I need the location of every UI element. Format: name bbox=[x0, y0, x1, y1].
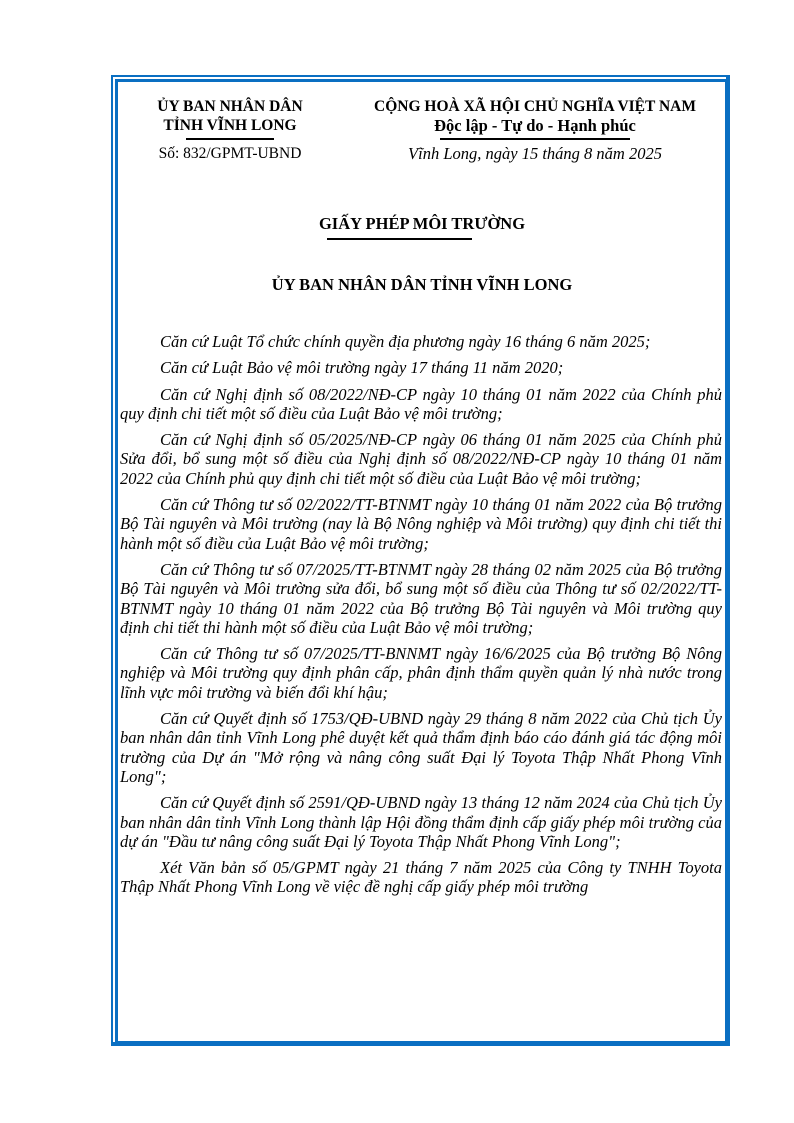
national-motto: Độc lập - Tự do - Hạnh phúc bbox=[434, 116, 636, 135]
document-title: GIẤY PHÉP MÔI TRƯỜNG bbox=[318, 214, 526, 233]
legal-basis-paragraph: Căn cứ Luật Tổ chức chính quyền địa phương ngày 16 tháng 6 năm 2025; bbox=[160, 332, 651, 351]
legal-basis-paragraph: Căn cứ Quyết định số 1753/QĐ-UBND ngày 29 tháng 8 năm 2022 của Chủ tịch Ủy ban nhân dân tỉnh Vĩnh Long phê duyệt kết quả thẩm định báo cáo đánh giá tác động môi trường của Dự án "Mở rộng và nâng công suất Đại lý Toyota Thập Nhất Phong Vĩnh Long"; bbox=[120, 709, 722, 786]
document-number: Số: 832/GPMT-UBND bbox=[158, 144, 302, 162]
legal-basis-paragraph: Căn cứ Nghị định số 05/2025/NĐ-CP ngày 06 tháng 01 năm 2025 của Chính phủ Sửa đổi, bổ sung một số điều của Nghị định số 08/2022/NĐ-CP ngày 10 tháng 01 năm 2022 của Chính phủ quy định chi tiết một số điều của Luật Bảo vệ môi trường; bbox=[120, 430, 722, 488]
issuer-heading: ỦY BAN NHÂN DÂN TỈNH VĨNH LONG bbox=[271, 275, 573, 294]
title-underline bbox=[327, 238, 472, 240]
place-and-date: Vĩnh Long, ngày 15 tháng 8 năm 2025 bbox=[408, 143, 662, 163]
legal-basis-paragraph: Căn cứ Nghị định số 08/2022/NĐ-CP ngày 10 tháng 01 năm 2022 của Chính phủ quy định chi tiết một số điều của Luật Bảo vệ môi trường; bbox=[120, 384, 722, 423]
legal-basis-paragraph: Căn cứ Thông tư số 07/2025/TT-BNNMT ngày 16/6/2025 của Bộ trưởng Bộ Nông nghiệp và Môi trường quy định phân cấp, phân định thẩm quyền quản lý nhà nước trong lĩnh vực môi trường và biến đổi khí hậu; bbox=[120, 644, 722, 702]
authority-line-2: TỈNH VĨNH LONG bbox=[163, 117, 297, 134]
legal-basis-paragraph: Căn cứ Quyết định số 2591/QĐ-UBND ngày 13 tháng 12 năm 2024 của Chủ tịch Ủy ban nhân dân tỉnh Vĩnh Long thành lập Hội đồng thẩm định cấp giấy phép môi trường của dự án "Đầu tư nâng công suất Đại lý Toyota Thập Nhất Phong Vĩnh Long"; bbox=[120, 793, 722, 851]
authority-line-1: ỦY BAN NHÂN DÂN bbox=[157, 98, 303, 115]
national-heading-block bbox=[345, 97, 725, 164]
motto-underline bbox=[440, 138, 630, 140]
authority-underline bbox=[186, 138, 274, 140]
consideration-paragraph: Xét Văn bản số 05/GPMT ngày 21 tháng 7 năm 2025 của Công ty TNHH Toyota Thập Nhất Phong Vĩnh Long về việc đề nghị cấp giấy phép môi trường bbox=[120, 858, 722, 897]
issuing-authority-block bbox=[130, 97, 330, 163]
legal-basis-paragraph: Căn cứ Thông tư số 07/2025/TT-BTNMT ngày 28 tháng 02 năm 2025 của Bộ trưởng Bộ Tài nguyên và Môi trường sửa đổi, bổ sung một số điều của Thông tư số 02/2022/TT-BTNMT ngày 10 tháng 01 năm 2022 của Bộ trưởng Bộ Tài nguyên và Môi trường quy định chi tiết thi hành một số điều của Luật Bảo vệ môi trường; bbox=[120, 559, 722, 637]
document-body bbox=[120, 332, 722, 904]
legal-basis-paragraph: Căn cứ Thông tư số 02/2022/TT-BTNMT ngày 10 tháng 01 năm 2022 của Bộ trưởng Bộ Tài nguyên và Môi trường (nay là Bộ Nông nghiệp và Môi trường) quy định chi tiết thi hành một số điều của Luật Bảo vệ môi trường; bbox=[120, 495, 722, 553]
national-title: CỘNG HOÀ XÃ HỘI CHỦ NGHĨA VIỆT NAM bbox=[374, 98, 696, 115]
legal-basis-paragraph: Căn cứ Luật Bảo vệ môi trường ngày 17 tháng 11 năm 2020; bbox=[160, 358, 564, 378]
